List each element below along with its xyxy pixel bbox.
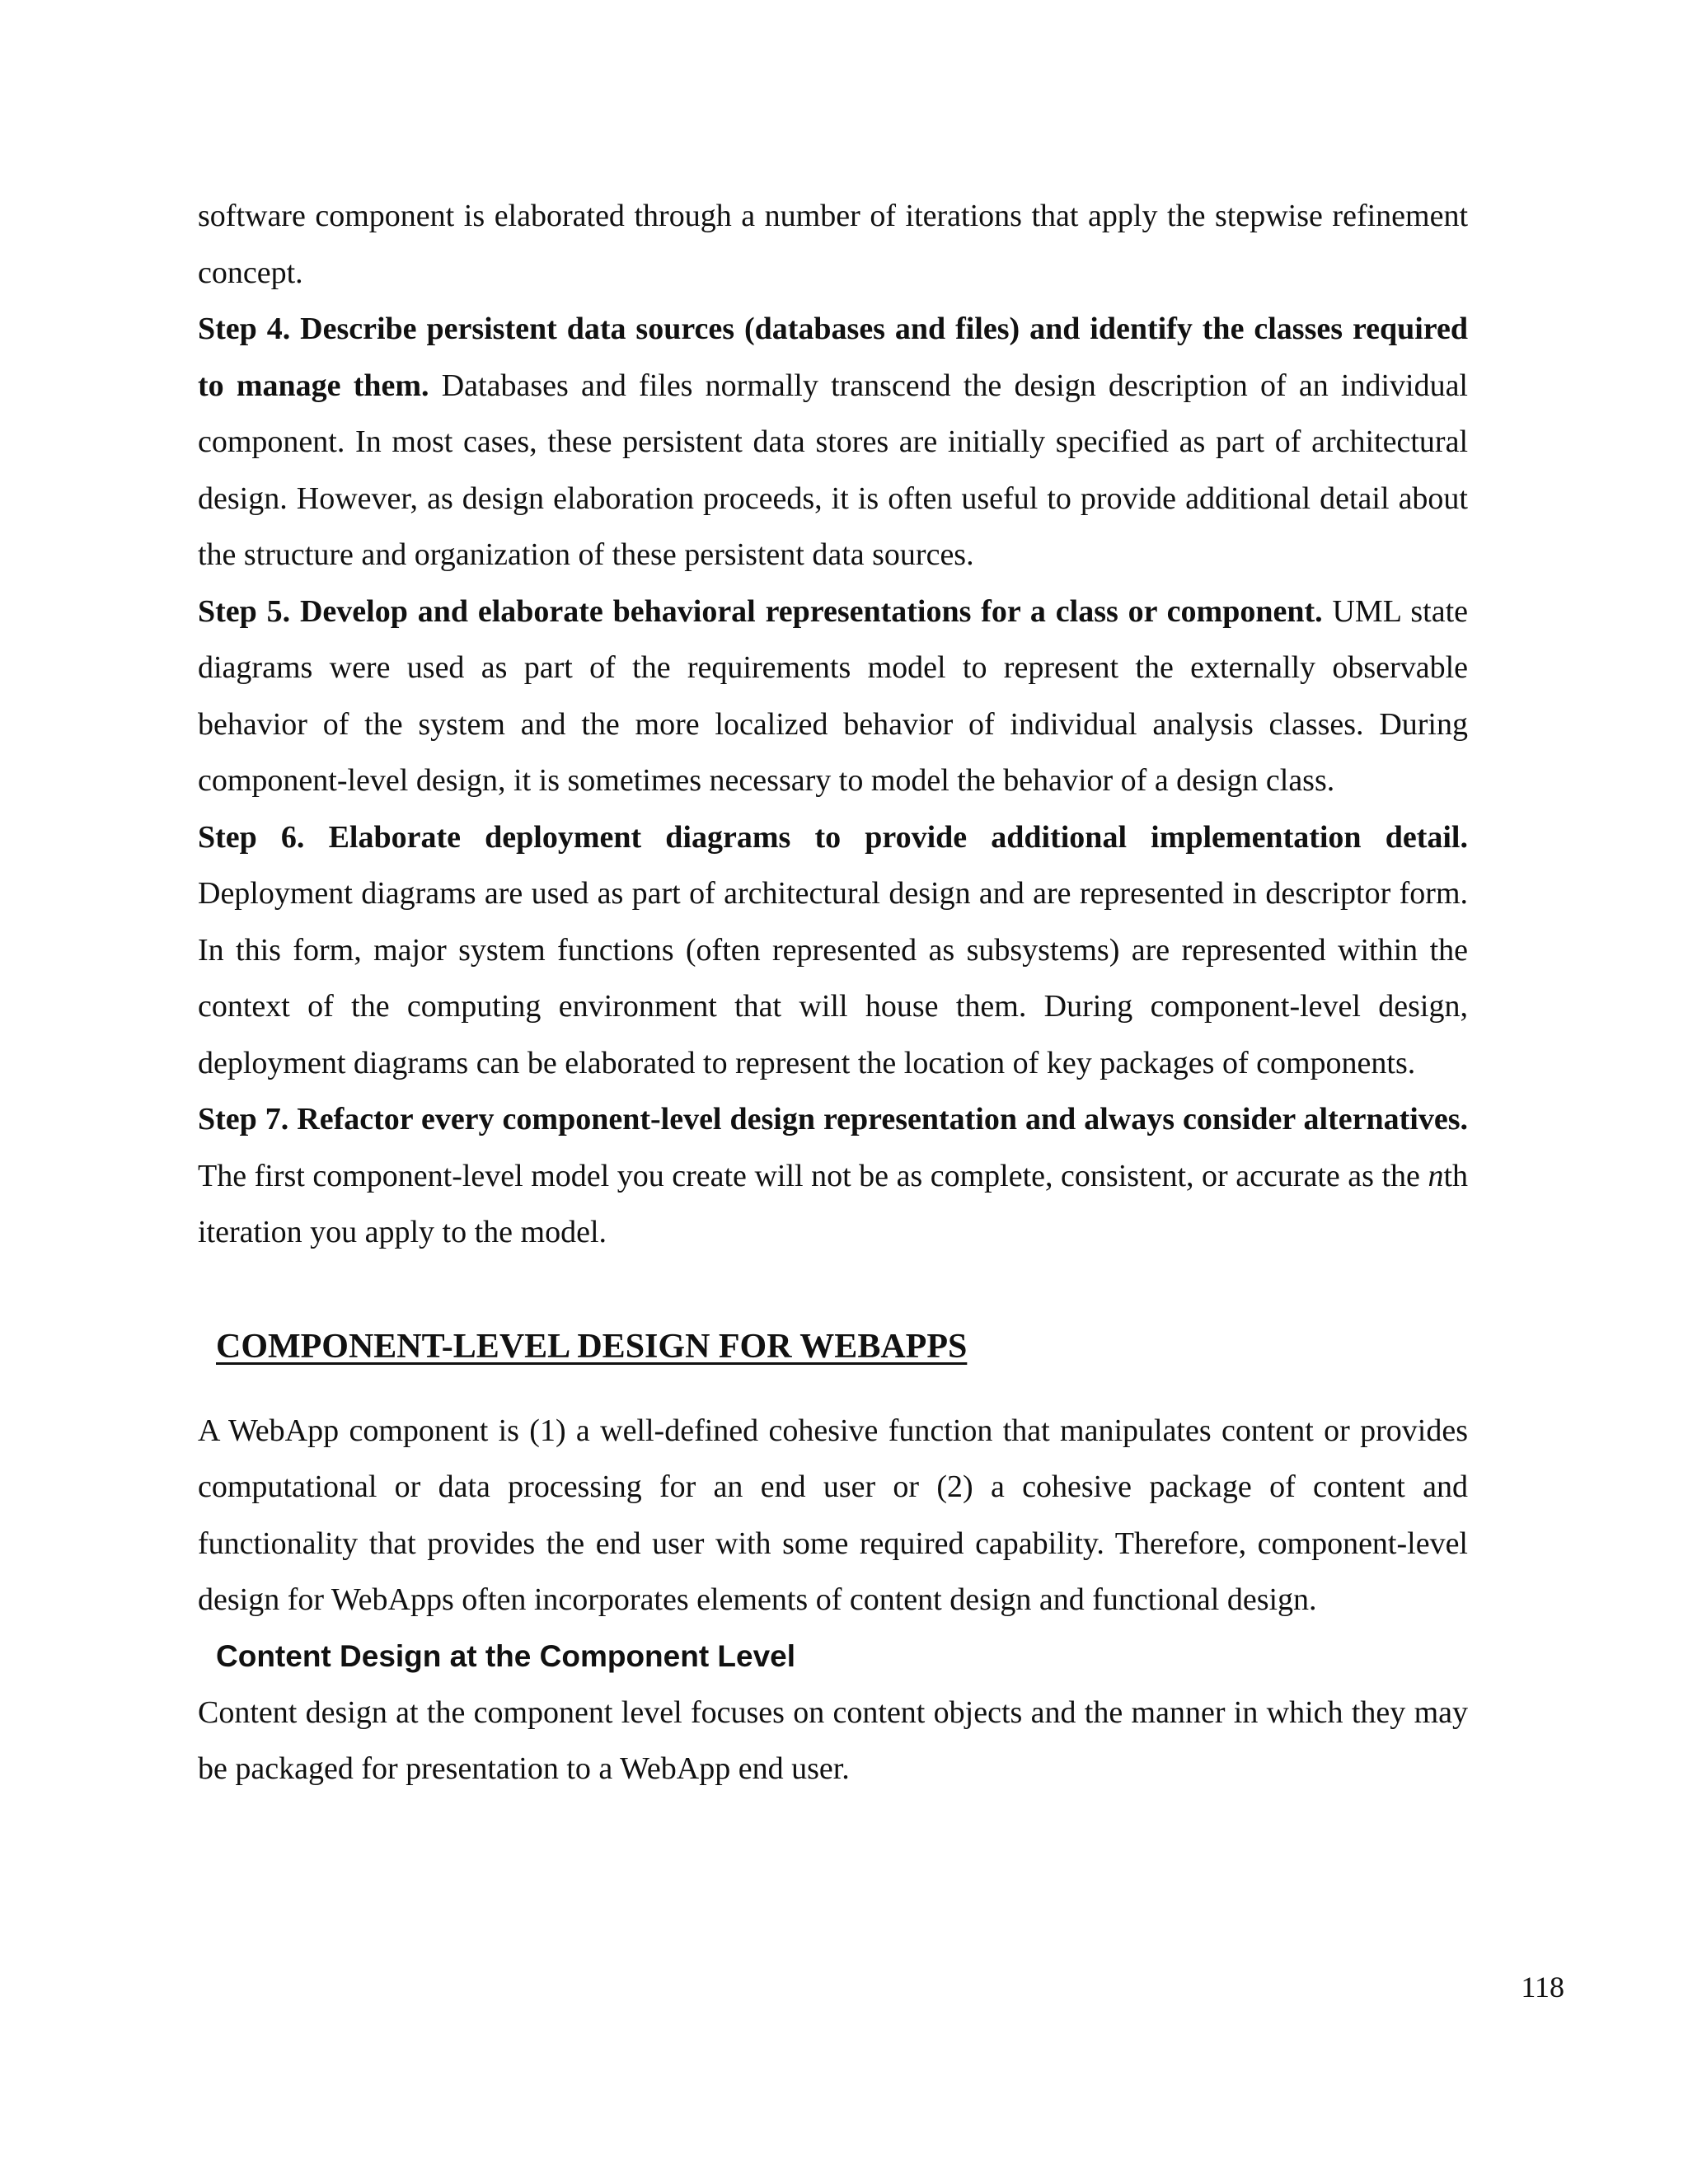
step6-paragraph xyxy=(198,809,1468,1092)
section-heading: COMPONENT-LEVEL DESIGN FOR WEBAPPS xyxy=(216,1327,968,1366)
step6-text: Deployment diagrams are used as part of architectural design and are represented in descriptor form. In this form, major system functions (often represented as subsystems) are represented within the context of the computing environment that will house them. During component-level design, deployment diagrams can be elaborated to represent the location of key packages of components. xyxy=(198,876,1468,1080)
step4-paragraph xyxy=(198,301,1468,583)
step4-text: Databases and files normally transcend the design description of an individual component. In most cases, these persistent data stores are initially specified as part of architectural design. However, as design elaboration proceeds, it is often useful to provide additional detail about the structure and organization of these persistent data sources. xyxy=(198,368,1468,572)
intro-continuation-text: software component is elaborated through a number of iterations that apply the stepwise refinement concept. xyxy=(198,199,1468,290)
step4-title: Step 4. Describe persistent data sources (databases and files) and identify the classes required to manage them. xyxy=(198,312,1468,403)
subsection-paragraph xyxy=(198,1685,1468,1797)
page-body xyxy=(198,188,1468,1797)
step5-title: Step 5. Develop and elaborate behavioral representations for a class or component. xyxy=(198,593,1323,629)
subsection-heading: Content Design at the Component Level xyxy=(216,1638,796,1673)
step5-text: UML state diagrams were used as part of the requirements model to represent the externally observable behavior of the system and the more localized behavior of individual analysis classes. During component-level design, it is sometimes necessary to model the behavior of a design class. xyxy=(198,593,1468,798)
step5-paragraph xyxy=(198,583,1468,809)
intro-continuation-paragraph xyxy=(198,188,1468,301)
step7-text-before: The first component-level model you create will not be as complete, consistent, or accurate as the xyxy=(198,1158,1428,1193)
page-number: 118 xyxy=(1521,1971,1564,2004)
step7-paragraph xyxy=(198,1091,1468,1261)
step7-text-after: th iteration you apply to the model. xyxy=(198,1158,1468,1249)
subsection-text: Content design at the component level focuses on content objects and the manner in which they may be packaged for presentation to a WebApp end user. xyxy=(198,1694,1468,1786)
step6-title: Step 6. Elaborate deployment diagrams to provide additional implementation detail. xyxy=(198,819,1468,855)
section-text: A WebApp component is (1) a well-defined cohesive function that manipulates content or provides computational or data processing for an end user or (2) a cohesive package of content and functionality that provides the end user with some required capability. Therefore, component-level design for WebApps often incorporates elements of content design and functional design. xyxy=(198,1413,1468,1617)
section-paragraph xyxy=(198,1403,1468,1629)
step7-italic-n: n xyxy=(1428,1158,1444,1193)
step7-title: Step 7. Refactor every component-level design representation and always consider alternatives. xyxy=(198,1102,1468,1137)
